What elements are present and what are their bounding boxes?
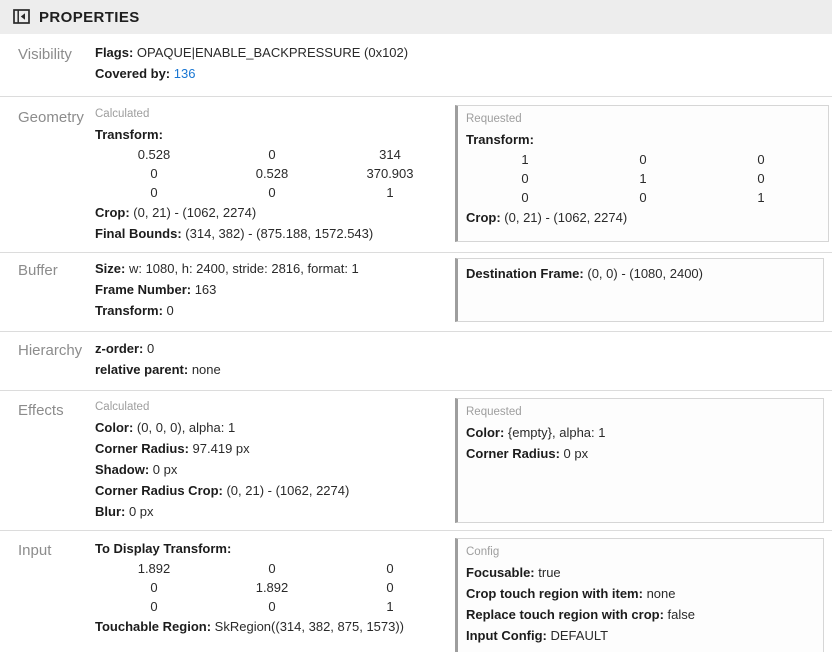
property-transform-requested: Transform:: [466, 132, 534, 147]
property-replace-touch-region: Replace touch region with crop: false: [466, 607, 696, 622]
effects-calculated-group: [95, 398, 455, 523]
section-buffer: [0, 253, 832, 332]
section-hierarchy: [0, 332, 832, 391]
property-transform: Transform:: [95, 127, 163, 142]
section-visibility: [0, 34, 832, 97]
property-destination-frame: Destination Frame: (0, 0) - (1080, 2400): [466, 266, 703, 281]
input-transform-group: [95, 538, 455, 652]
group-label-config: Config: [466, 546, 500, 558]
covered-by-link[interactable]: 136: [173, 66, 196, 81]
section-label-visibility: Visibility: [18, 46, 72, 63]
property-shadow: Shadow: 0 px: [95, 462, 178, 477]
property-frame-number: Frame Number: 163: [95, 282, 217, 297]
property-color-requested: Color: {empty}, alpha: 1: [466, 425, 606, 440]
geometry-calculated-group: [95, 105, 455, 244]
to-display-transform-matrix: 1.892 0 0 0 1.892 0 0 0 1: [137, 561, 394, 614]
transform-matrix-requested: 1 0 0 0 1 0 0 0 1: [521, 152, 765, 205]
geometry-requested-box: [455, 105, 829, 242]
property-to-display-transform: To Display Transform:: [95, 541, 232, 556]
section-input: [0, 531, 832, 652]
panel-title: PROPERTIES: [39, 8, 140, 26]
property-z-order: z-order: 0: [95, 341, 155, 356]
property-color: Color: (0, 0, 0), alpha: 1: [95, 420, 236, 435]
property-corner-radius-crop: Corner Radius Crop: (0, 21) - (1062, 2274): [95, 483, 350, 498]
group-label-calculated: Calculated: [95, 108, 150, 120]
property-final-bounds: Final Bounds: (314, 382) - (875.188, 1572.543): [95, 226, 374, 241]
section-label-hierarchy: Hierarchy: [18, 342, 83, 359]
section-label-effects: Effects: [18, 402, 64, 419]
properties-header: [0, 0, 832, 34]
group-label-requested: Requested: [466, 113, 522, 125]
property-input-config: Input Config: DEFAULT: [466, 628, 609, 643]
property-relative-parent: relative parent: none: [95, 362, 221, 377]
effects-requested-box: [455, 398, 824, 523]
section-effects: [0, 391, 832, 531]
section-label-input: Input: [18, 542, 52, 559]
property-touchable-region: Touchable Region: SkRegion((314, 382, 875, 1573)): [95, 619, 405, 634]
property-focusable: Focusable: true: [466, 565, 561, 580]
section-label-geometry: Geometry: [18, 109, 84, 126]
property-flags: Flags: OPAQUE|ENABLE_BACKPRESSURE (0x102): [95, 45, 409, 60]
input-config-box: [455, 538, 824, 652]
properties-panel-icon: [13, 9, 31, 25]
property-corner-radius-requested: Corner Radius: 0 px: [466, 446, 589, 461]
group-label-requested: Requested: [466, 406, 522, 418]
property-crop-touch-region: Crop touch region with item: none: [466, 586, 676, 601]
property-crop: Crop: (0, 21) - (1062, 2274): [95, 205, 257, 220]
property-blur: Blur: 0 px: [95, 504, 154, 519]
property-corner-radius: Corner Radius: 97.419 px: [95, 441, 250, 456]
group-label-calculated: Calculated: [95, 401, 150, 413]
property-size: Size: w: 1080, h: 2400, stride: 2816, format: 1: [95, 261, 359, 276]
section-label-buffer: Buffer: [18, 262, 58, 279]
section-geometry: [0, 97, 832, 253]
transform-matrix: 0.528 0 314 0 0.528 370.903 0 0 1: [137, 147, 414, 200]
property-crop-requested: Crop: (0, 21) - (1062, 2274): [466, 210, 628, 225]
property-buffer-transform: Transform: 0: [95, 303, 174, 318]
buffer-destination-box: [455, 258, 824, 322]
property-covered-by: Covered by: 136: [95, 66, 196, 81]
